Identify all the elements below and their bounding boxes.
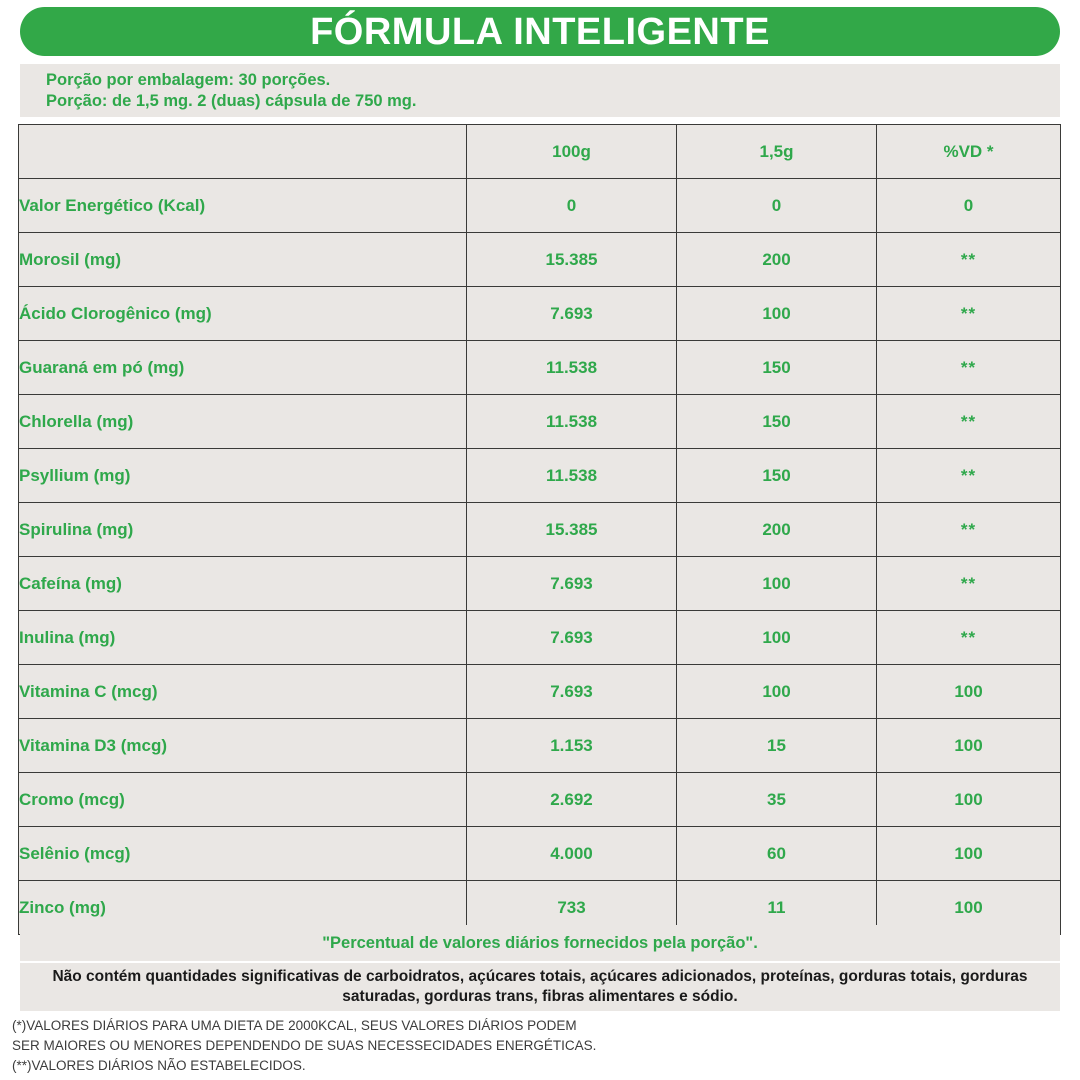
table-row [19, 449, 1061, 503]
value-serving: 100 [677, 611, 877, 665]
value-vd: ** [877, 395, 1061, 449]
value-vd: 100 [877, 881, 1061, 935]
value-vd: 100 [877, 827, 1061, 881]
column-header-vd: %VD * [877, 125, 1061, 179]
table-row [19, 557, 1061, 611]
warning-text: Não contém quantidades significativas de carboidratos, açúcares totais, açúcares adicionados, proteínas, gorduras totais, gorduras saturadas, gorduras trans, fibras alimentares e sódio. [52, 968, 1028, 1005]
table-row [19, 503, 1061, 557]
percent-daily-value-note [20, 925, 1060, 961]
value-serving: 150 [677, 449, 877, 503]
value-vd: ** [877, 503, 1061, 557]
column-header-nutrient [19, 125, 467, 179]
serving-size: Porção: de 1,5 mg. 2 (duas) cápsula de 750 mg. [46, 92, 417, 110]
nutrition-table-wrapper [18, 124, 1060, 935]
nutrient-name: Guaraná em pó (mg) [19, 341, 467, 395]
nutrient-name: Selênio (mcg) [19, 827, 467, 881]
value-vd: ** [877, 233, 1061, 287]
insignificant-amounts-note [20, 963, 1060, 1011]
value-100g: 2.692 [467, 773, 677, 827]
value-vd: 0 [877, 179, 1061, 233]
value-100g: 1.153 [467, 719, 677, 773]
percent-note-text: "Percentual de valores diários fornecidos pela porção". [322, 933, 758, 952]
table-row [19, 719, 1061, 773]
value-serving: 11 [677, 881, 877, 935]
table-row [19, 611, 1061, 665]
page-title: FÓRMULA INTELIGENTE [310, 10, 770, 53]
value-100g: 7.693 [467, 665, 677, 719]
table-header [19, 125, 1061, 179]
value-100g: 11.538 [467, 341, 677, 395]
value-vd: ** [877, 449, 1061, 503]
value-100g: 15.385 [467, 503, 677, 557]
table-row [19, 233, 1061, 287]
legal-line-2: SER MAIORES OU MENORES DEPENDENDO DE SUAS NECESSECIDADES ENERGÉTICAS. [12, 1038, 597, 1053]
table-row [19, 773, 1061, 827]
value-100g: 7.693 [467, 611, 677, 665]
value-serving: 15 [677, 719, 877, 773]
value-serving: 100 [677, 287, 877, 341]
nutrient-name: Vitamina C (mcg) [19, 665, 467, 719]
value-100g: 7.693 [467, 287, 677, 341]
table-row [19, 827, 1061, 881]
nutrition-table [18, 124, 1061, 935]
value-serving: 35 [677, 773, 877, 827]
value-100g: 11.538 [467, 449, 677, 503]
value-100g: 11.538 [467, 395, 677, 449]
value-serving: 100 [677, 665, 877, 719]
nutrient-name: Vitamina D3 (mcg) [19, 719, 467, 773]
table-row [19, 287, 1061, 341]
value-serving: 0 [677, 179, 877, 233]
value-vd: ** [877, 287, 1061, 341]
legal-line-3: (**)VALORES DIÁRIOS NÃO ESTABELECIDOS. [12, 1058, 306, 1073]
value-vd: 100 [877, 719, 1061, 773]
legal-disclaimer [12, 1016, 912, 1076]
table-header-row [19, 125, 1061, 179]
nutrient-name: Chlorella (mg) [19, 395, 467, 449]
column-header-serving: 1,5g [677, 125, 877, 179]
value-100g: 0 [467, 179, 677, 233]
value-serving: 100 [677, 557, 877, 611]
table-row [19, 395, 1061, 449]
value-100g: 15.385 [467, 233, 677, 287]
value-vd: ** [877, 557, 1061, 611]
value-serving: 200 [677, 503, 877, 557]
column-header-100g: 100g [467, 125, 677, 179]
table-body [19, 179, 1061, 935]
value-serving: 150 [677, 341, 877, 395]
nutrient-name: Zinco (mg) [19, 881, 467, 935]
value-100g: 7.693 [467, 557, 677, 611]
value-vd: 100 [877, 773, 1061, 827]
nutrient-name: Spirulina (mg) [19, 503, 467, 557]
value-100g: 4.000 [467, 827, 677, 881]
value-vd: 100 [877, 665, 1061, 719]
nutrient-name: Valor Energético (Kcal) [19, 179, 467, 233]
legal-line-1: (*)VALORES DIÁRIOS PARA UMA DIETA DE 2000KCAL, SEUS VALORES DIÁRIOS PODEM [12, 1018, 577, 1033]
value-serving: 200 [677, 233, 877, 287]
nutrient-name: Morosil (mg) [19, 233, 467, 287]
nutrient-name: Psyllium (mg) [19, 449, 467, 503]
nutrient-name: Ácido Clorogênico (mg) [19, 287, 467, 341]
nutrient-name: Cromo (mcg) [19, 773, 467, 827]
value-serving: 60 [677, 827, 877, 881]
servings-per-package: Porção por embalagem: 30 porções. [46, 71, 331, 89]
title-banner [20, 7, 1060, 56]
table-row [19, 665, 1061, 719]
table-row [19, 341, 1061, 395]
table-row [19, 179, 1061, 233]
value-vd: ** [877, 341, 1061, 395]
value-100g: 733 [467, 881, 677, 935]
serving-info-block [20, 64, 1060, 117]
value-serving: 150 [677, 395, 877, 449]
nutrient-name: Inulina (mg) [19, 611, 467, 665]
value-vd: ** [877, 611, 1061, 665]
nutrient-name: Cafeína (mg) [19, 557, 467, 611]
